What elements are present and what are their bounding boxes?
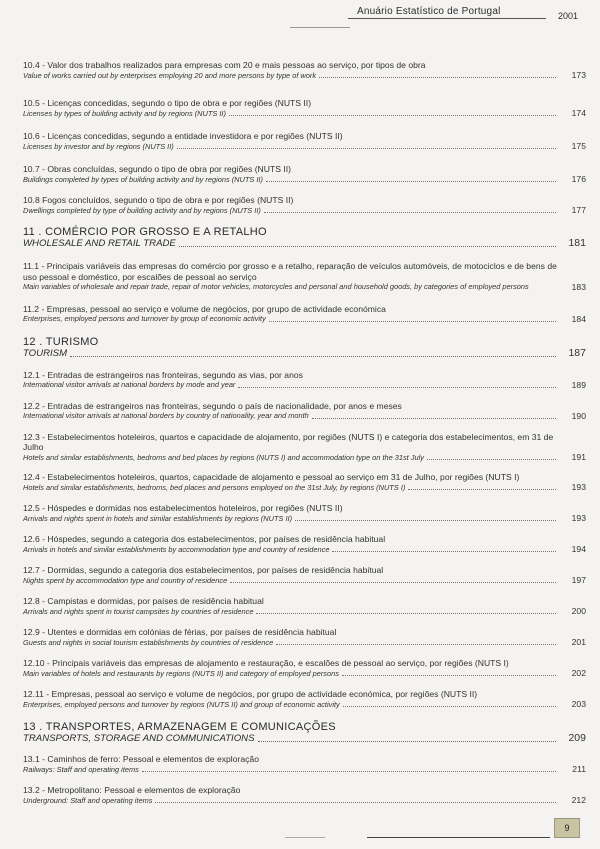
- page-ref: 190: [571, 410, 586, 421]
- header-rule: [348, 18, 546, 19]
- toc-entry-11-2[interactable]: 11.2 - Empresas, pessoal ao serviço e volume de negócios, por grupo de actividade económica Enterprises, employed persons and turnover by group of economic activity 184: [23, 303, 586, 324]
- toc-entry-12-8[interactable]: 12.8 - Campistas e dormidas, por países de residência habitual Arrivals and nights spent in tourist campsites by countries of residence 200: [23, 596, 586, 616]
- toc-entry-12-9[interactable]: 12.9 - Utentes e dormidas em colónias de férias, por países de residência habitual Guests and nights in social tourism establishments by countries of residence 201: [23, 627, 586, 647]
- header-rule-short: [290, 27, 350, 28]
- toc-entry-10-6[interactable]: 10.6 - Licenças concedidas, segundo a entidade investidora e por regiões (NUTS II) Licenses by investor and by regions (NUTS II) 175: [23, 131, 586, 151]
- section-heading-11[interactable]: 11 . COMÉRCIO POR GROSSO E A RETALHO WHOLESALE AND RETAIL TRADE 181: [23, 226, 586, 249]
- page-ref: 173: [571, 70, 586, 80]
- page-ref: 193: [571, 513, 586, 523]
- toc-entry-10-5[interactable]: 10.5 - Licenças concedidas, segundo o tipo de obra e por regiões (NUTS II) Licenses by types of building activity and by regions (NUTS II) 174: [23, 98, 586, 118]
- page-ref: 191: [571, 452, 586, 462]
- page-ref: 184: [571, 313, 586, 324]
- section-heading-12[interactable]: 12 . TURISMO TOURISM 187: [23, 335, 586, 359]
- page-ref: 174: [571, 108, 586, 118]
- page-ref: 212: [571, 795, 586, 805]
- toc-entry-12-2[interactable]: 12.2 - Entradas de estrangeiros nas fronteiras, segundo o país de nacionalidade, por anos e meses International visitor arrivals at national borders by country of nationality, year and month 190: [23, 400, 586, 421]
- toc-entry-12-11[interactable]: 12.11 - Empresas, pessoal ao serviço e volume de negócios, por grupo de actividade económica, por regiões (NUTS II) Enterprises, employed persons and turnover by regions (NUTS II) and group of economic activity 203: [23, 689, 586, 709]
- page-ref: 193: [571, 482, 586, 492]
- toc-entry-10-7[interactable]: 10.7 - Obras concluídas, segundo o tipo de obra por regiões (NUTS II) Buildings completed by types of building activity and by regions (NUTS II) 176: [23, 164, 586, 184]
- footer-rule-short: [285, 837, 325, 838]
- toc-entry-10-4[interactable]: 10.4 - Valor dos trabalhos realizados para empresas com 20 e mais pessoas ao serviço, por tipos de obra Value of works carried out by enterprises employing 20 and more persons by type of work 173: [23, 60, 586, 80]
- page-ref: 187: [568, 346, 586, 359]
- page-ref: 177: [571, 205, 586, 215]
- page-ref: 209: [568, 732, 586, 744]
- page-ref: 197: [571, 575, 586, 585]
- page-ref: 200: [571, 606, 586, 616]
- toc-entry-12-3[interactable]: 12.3 - Estabelecimentos hoteleiros, quartos e capacidade de alojamento, por regiões (NUTS I) e categoria dos estabelecimentos, em 31 de Julho Hotels and similar establishments, bedroms and bed places by regions (NUTS I) and accommodation type on the 31st July 191: [23, 431, 586, 462]
- page-ref: 183: [571, 281, 586, 292]
- toc-entry-13-1[interactable]: 13.1 - Caminhos de ferro: Pessoal e elementos de exploração Railways: Staff and operating items 211: [23, 754, 586, 774]
- toc-entry-12-6[interactable]: 12.6 - Hóspedes, segundo a categoria dos estabelecimentos, por países de residência habitual Arrivals in hotels and similar establishments by accommodation type and country of residence 194: [23, 534, 586, 554]
- toc-entry-10-8[interactable]: 10.8 Fogos concluídos, segundo o tipo de obra e por regiões (NUTS II) Dwellings completed by type of building activity and by regions (NUTS II) 177: [23, 195, 586, 215]
- page-ref: 211: [572, 764, 586, 774]
- section-heading-13[interactable]: 13 . TRANSPORTES, ARMAZENAGEM E COMUNICAÇÕES TRANSPORTS, STORAGE AND COMMUNICATIONS 209: [23, 721, 586, 744]
- page-ref: 175: [571, 141, 586, 151]
- toc-entry-12-10[interactable]: 12.10 - Principais variáveis das empresas de alojamento e restauração, e escalões de pessoal ao serviço, por regiões (NUTS I) Main variables of hotels and restaurants by regions (NUTS II) and category of employed persons 202: [23, 658, 586, 678]
- page-ref: 176: [571, 174, 586, 184]
- page-ref: 203: [571, 699, 586, 709]
- running-header-title: Anuário Estatístico de Portugal: [357, 6, 501, 17]
- running-header-year: 2001: [558, 11, 579, 21]
- toc-entry-12-1[interactable]: 12.1 - Entradas de estrangeiros nas fronteiras, segundo as vias, por anos International visitor arrivals at national borders by mode and year 189: [23, 369, 586, 390]
- page-ref: 194: [571, 544, 586, 554]
- page-ref: 181: [568, 237, 586, 249]
- table-of-contents: [23, 60, 586, 805]
- page-ref: 189: [571, 379, 586, 390]
- page-number-badge: 9: [554, 818, 580, 838]
- page-ref: 201: [571, 637, 586, 647]
- toc-entry-12-7[interactable]: 12.7 - Dormidas, segundo a categoria dos estabelecimentos, por países de residência habitual Nights spent by accommodation type and country of residence 197: [23, 565, 586, 585]
- footer-rule: [367, 837, 550, 838]
- toc-entry-13-2[interactable]: 13.2 - Metropolitano: Pessoal e elementos de exploração Underground: Staff and operating items 212: [23, 785, 586, 805]
- toc-entry-11-1[interactable]: 11.1 - Principais variáveis das empresas do comércio por grosso e a retalho, reparação de veículos automóveis, de motociclos e de bens de uso pessoal e doméstico, por escalões de pessoal ao serviço Main variables of wholesale and repair trade, repair of motor vehicles, motorcycles and personal and household goods, by categories of employed persons 183: [23, 261, 586, 292]
- page-ref: 202: [571, 668, 586, 678]
- toc-entry-12-4[interactable]: 12.4 - Estabelecimentos hoteleiros, quartos, capacidade de alojamento e pessoal ao serviço em 31 de Julho, por regiões (NUTS I) Hotels and similar establishments, bedroms, bed places and persons employed on the 31st July, by regions (NUTS I) 193: [23, 472, 586, 492]
- toc-entry-12-5[interactable]: 12.5 - Hóspedes e dormidas nos estabelecimentos hoteleiros, por regiões (NUTS II) Arrivals and nights spent in hotels and similar establishments by regions (NUTS II) 193: [23, 503, 586, 523]
